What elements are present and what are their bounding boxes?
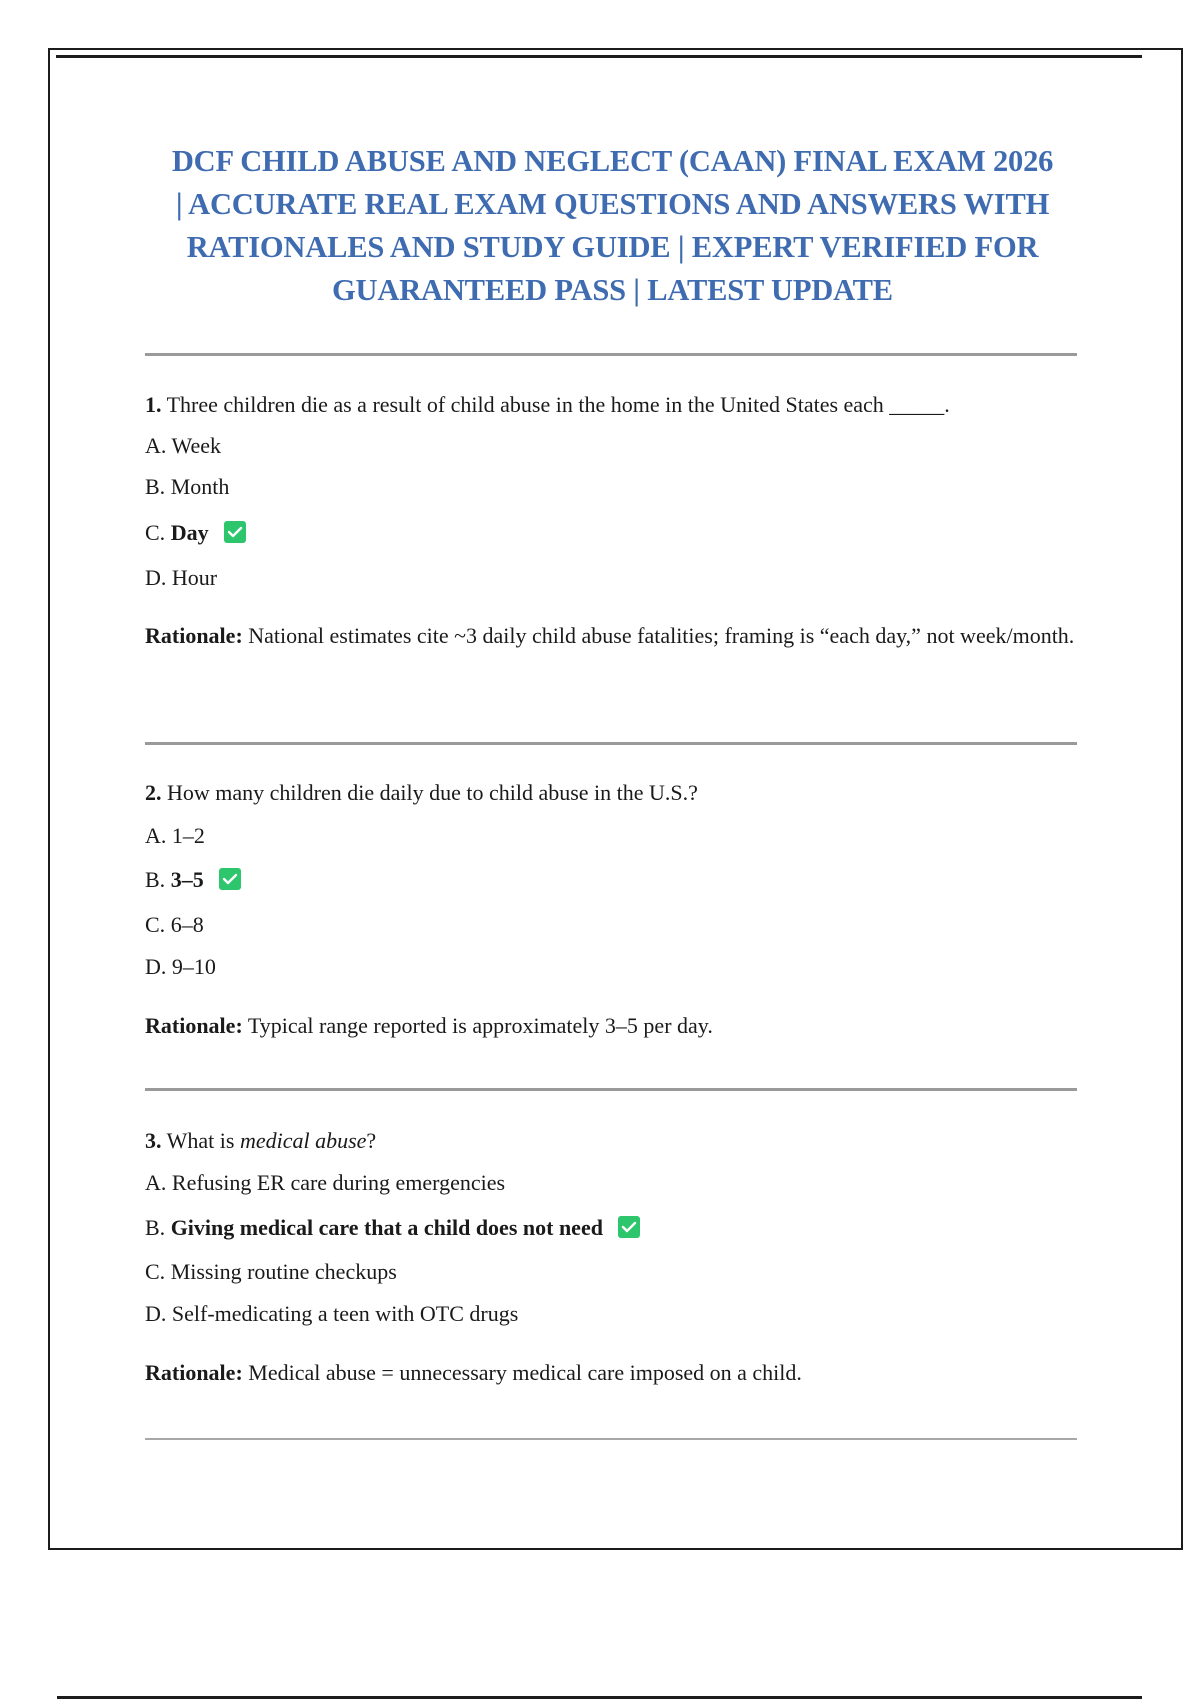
rationale-1: Rationale: National estimates cite ~3 daily child abuse fatalities; framing is “each day,” not week/month.	[145, 623, 1075, 648]
section-divider	[145, 1088, 1077, 1091]
rationale-2: Rationale: Typical range reported is approximately 3–5 per day.	[145, 1013, 713, 1038]
question-3	[145, 1126, 376, 1156]
question-1	[145, 390, 950, 420]
green-checkbox-icon	[219, 868, 241, 890]
question-number: 2.	[145, 780, 162, 805]
title-line: GUARANTEED PASS | LATEST UPDATE	[332, 273, 893, 307]
green-checkbox-icon	[224, 521, 246, 543]
option-1a: A. Week	[145, 433, 222, 458]
question-number: 3.	[145, 1128, 162, 1153]
document-title	[140, 140, 1085, 312]
option-1b: B. Month	[145, 474, 230, 499]
option-3a: A. Refusing ER care during emergencies	[145, 1170, 506, 1195]
question-text: What is medical abuse?	[166, 1128, 377, 1153]
option-2d: D. 9–10	[145, 954, 216, 979]
title-line: | ACCURATE REAL EXAM QUESTIONS AND ANSWERS WITH	[175, 187, 1050, 221]
green-checkbox-icon	[618, 1216, 640, 1238]
option-3d: D. Self-medicating a teen with OTC drugs	[145, 1301, 519, 1326]
question-text: Three children die as a result of child abuse in the home in the United States each _____.	[166, 392, 950, 417]
section-divider	[145, 1438, 1077, 1440]
title-line: DCF CHILD ABUSE AND NEGLECT (CAAN) FINAL EXAM 2026	[171, 144, 1054, 178]
option-2c: C. 6–8	[145, 912, 204, 937]
next-page-top-rule	[57, 1696, 1142, 1699]
option-3c: C. Missing routine checkups	[145, 1259, 397, 1284]
option-2a: A. 1–2	[145, 823, 205, 848]
section-divider	[145, 742, 1077, 745]
section-divider	[145, 353, 1077, 356]
question-number: 1.	[145, 392, 162, 417]
option-1d: D. Hour	[145, 565, 218, 590]
title-line: RATIONALES AND STUDY GUIDE | EXPERT VERIFIED FOR	[186, 230, 1039, 264]
question-text: How many children die daily due to child abuse in the U.S.?	[167, 780, 698, 805]
rationale-3: Rationale: Medical abuse = unnecessary medical care imposed on a child.	[145, 1360, 802, 1385]
option-1c-correct: C. Day	[145, 518, 246, 548]
option-2b-correct: B. 3–5	[145, 865, 241, 895]
option-3b-correct: B. Giving medical care that a child does not need	[145, 1213, 640, 1243]
top-rule	[56, 55, 1142, 58]
question-2	[145, 778, 698, 808]
